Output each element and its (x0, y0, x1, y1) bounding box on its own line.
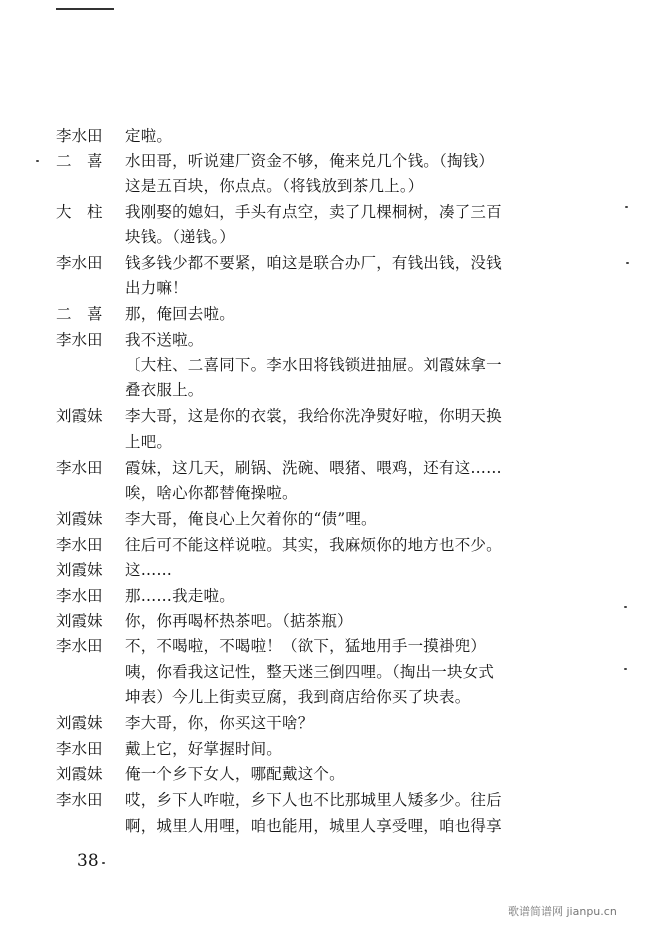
speaker-name: 刘霞妹 (56, 612, 103, 630)
dialogue-line (0, 403, 655, 429)
speaker-name: 李水田 (56, 791, 103, 809)
dialogue-text: 定啦。 (125, 127, 173, 145)
dialogue-text: 你，你再喝杯热茶吧。（掂茶瓶） (125, 612, 353, 630)
dialogue-text: 哎，乡下人咋啦，乡下人也不比那城里人矮多少。往后 (125, 791, 502, 809)
dialogue-line (0, 250, 655, 276)
dialogue-text: 那……我走啦。 (125, 587, 235, 605)
dialogue-line (0, 608, 655, 634)
dialogue-text: 出力嘛！ (125, 279, 188, 297)
dialogue-text: 水田哥，听说建厂资金不够，俺来兑几个钱。（掏钱） (125, 152, 495, 170)
speaker-name: 刘霞妹 (56, 765, 103, 783)
dialogue-line (0, 813, 655, 839)
dialogue-text: 咦，你看我这记性，整天迷三倒四哩。（掏出一块女式 (125, 663, 495, 681)
dialogue-line (0, 173, 655, 199)
dialogue-line (0, 123, 655, 149)
scan-speck (624, 668, 627, 670)
dialogue-line (0, 659, 655, 685)
speaker-name: 刘霞妹 (56, 510, 103, 528)
dialogue-text: 往后可不能这样说啦。其实，我麻烦你的地方也不少。 (125, 536, 502, 554)
dialogue-text: 〔大柱、二喜同下。李水田将钱锁进抽屉。刘霞妹拿一 (125, 356, 502, 374)
dialogue-line (0, 736, 655, 762)
dialogue-text: 这…… (125, 561, 173, 579)
speaker-name: 刘霞妹 (56, 407, 103, 425)
dialogue-text: 李大哥，你，你买这干啥？ (125, 714, 314, 732)
speaker-name: 李水田 (56, 587, 103, 605)
dialogue-line (0, 480, 655, 506)
dialogue-text: 钱多钱少都不要紧，咱这是联合办厂，有钱出钱，没钱 (125, 254, 502, 272)
dialogue-text: 李大哥，俺良心上欠着你的“债”哩。 (125, 510, 377, 528)
dialogue-text: 上吧。 (125, 433, 173, 451)
dialogue-text: 俺一个乡下女人，哪配戴这个。 (125, 765, 345, 783)
speaker-name: 李水田 (56, 331, 103, 349)
speaker-name: 二 喜 (56, 152, 103, 170)
speaker-name: 二 喜 (56, 305, 103, 323)
speaker-name: 李水田 (56, 637, 103, 655)
speaker-name: 刘霞妹 (56, 561, 103, 579)
dialogue-line (0, 532, 655, 558)
dialogue-line (0, 710, 655, 736)
dialogue-line (0, 633, 655, 659)
top-rule (56, 8, 114, 10)
speaker-name: 李水田 (56, 254, 103, 272)
dialogue-text: 李大哥，这是你的衣裳，我给你洗净熨好啦，你明天换 (125, 407, 502, 425)
dialogue-text: 霞妹，这几天，刷锅、洗碗、喂猪、喂鸡，还有这…… (125, 459, 502, 477)
dialogue-text: 块钱。（递钱。） (125, 228, 236, 246)
dialogue-line (0, 506, 655, 532)
dialogue-line (0, 148, 655, 174)
dialogue-line (0, 455, 655, 481)
dialogue-line (0, 199, 655, 225)
speaker-name: 刘霞妹 (56, 714, 103, 732)
dialogue-line (0, 429, 655, 455)
dialogue-line (0, 275, 655, 301)
dialogue-line (0, 377, 655, 403)
dialogue-text: 那，俺回去啦。 (125, 305, 235, 323)
scan-speck (36, 160, 39, 162)
dialogue-line (0, 224, 655, 250)
scan-speck (624, 606, 627, 608)
speaker-name: 李水田 (56, 459, 103, 477)
dialogue-line (0, 557, 655, 583)
scan-speck (102, 862, 105, 864)
speaker-name: 李水田 (56, 740, 103, 758)
speaker-name: 李水田 (56, 127, 103, 145)
scan-speck (626, 262, 629, 264)
dialogue-line (0, 583, 655, 609)
dialogue-text: 戴上它，好掌握时间。 (125, 740, 283, 758)
dialogue-text: 坤表）今儿上街卖豆腐，我到商店给你买了块表。 (125, 688, 471, 706)
dialogue-line (0, 761, 655, 787)
dialogue-line (0, 352, 655, 378)
dialogue-text: 叠衣服上。 (125, 381, 204, 399)
speaker-name: 李水田 (56, 536, 103, 554)
page-number: 38 (77, 851, 99, 871)
speaker-name: 大 柱 (56, 203, 103, 221)
dialogue-text: 这是五百块，你点点。（将钱放到茶几上。） (125, 177, 424, 195)
dialogue-text: 唉，啥心你都替俺操啦。 (125, 484, 298, 502)
dialogue-line (0, 684, 655, 710)
dialogue-line (0, 787, 655, 813)
scan-speck (625, 206, 628, 208)
dialogue-text: 我刚娶的媳妇，手头有点空，卖了几棵桐树，凑了三百 (125, 203, 502, 221)
dialogue-line (0, 301, 655, 327)
dialogue-text: 啊，城里人用哩，咱也能用，城里人享受哩，咱也得享 (125, 817, 502, 835)
dialogue-text: 不，不喝啦，不喝啦！（欲下，猛地用手一摸褂兜） (125, 637, 487, 655)
dialogue-line (0, 327, 655, 353)
dialogue-text: 我不送啦。 (125, 331, 204, 349)
watermark: 歌谱简谱网 jianpu.cn (508, 905, 617, 918)
